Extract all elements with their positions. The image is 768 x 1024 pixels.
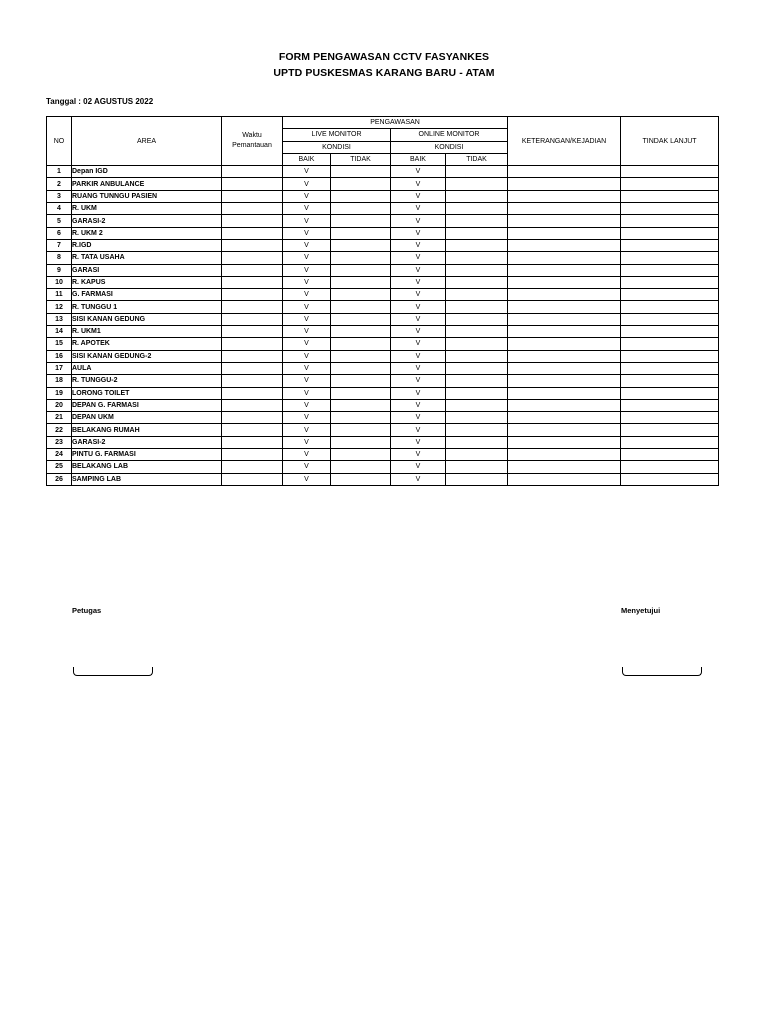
- row-live-baik: V: [283, 338, 331, 350]
- row-tindak-lanjut: [621, 276, 719, 288]
- table-row: [47, 412, 719, 424]
- monitoring-table: [46, 116, 719, 486]
- menyetujui-signature-line: [622, 667, 702, 676]
- row-online-baik: V: [391, 412, 446, 424]
- table-row: [47, 461, 719, 473]
- row-keterangan: [508, 449, 621, 461]
- row-online-baik: V: [391, 387, 446, 399]
- row-keterangan: [508, 178, 621, 190]
- row-keterangan: [508, 399, 621, 411]
- row-number: 9: [47, 264, 72, 276]
- row-number: 10: [47, 276, 72, 288]
- row-area: G. FARMASI: [72, 289, 222, 301]
- row-online-baik: V: [391, 424, 446, 436]
- row-online-tidak: [446, 252, 508, 264]
- row-online-tidak: [446, 313, 508, 325]
- table-row: [47, 338, 719, 350]
- row-keterangan: [508, 412, 621, 424]
- row-area: R. KAPUS: [72, 276, 222, 288]
- table-row: [47, 289, 719, 301]
- row-online-tidak: [446, 289, 508, 301]
- row-area: SAMPING LAB: [72, 473, 222, 485]
- row-area: R. TUNGGU-2: [72, 375, 222, 387]
- row-live-tidak: [331, 166, 391, 178]
- row-keterangan: [508, 326, 621, 338]
- row-online-baik: V: [391, 252, 446, 264]
- row-number: 21: [47, 412, 72, 424]
- row-number: 13: [47, 313, 72, 325]
- row-waktu: [222, 227, 283, 239]
- row-keterangan: [508, 461, 621, 473]
- table-row: [47, 399, 719, 411]
- row-keterangan: [508, 264, 621, 276]
- row-waktu: [222, 264, 283, 276]
- row-waktu: [222, 424, 283, 436]
- row-number: 18: [47, 375, 72, 387]
- row-online-baik: V: [391, 375, 446, 387]
- row-area: R.IGD: [72, 239, 222, 251]
- header-waktu: Waktu Pemantauan: [222, 117, 283, 166]
- table-row: [47, 313, 719, 325]
- row-waktu: [222, 436, 283, 448]
- row-area: Depan IGD: [72, 166, 222, 178]
- row-waktu: [222, 461, 283, 473]
- row-online-tidak: [446, 190, 508, 202]
- row-tindak-lanjut: [621, 326, 719, 338]
- table-row: [47, 178, 719, 190]
- row-area: RUANG TUNNGU PASIEN: [72, 190, 222, 202]
- row-area: GARASI: [72, 264, 222, 276]
- row-waktu: [222, 289, 283, 301]
- row-online-tidak: [446, 166, 508, 178]
- row-live-baik: V: [283, 350, 331, 362]
- row-online-tidak: [446, 301, 508, 313]
- form-subtitle: UPTD PUSKESMAS KARANG BARU - ATAM: [273, 67, 495, 79]
- row-live-baik: V: [283, 190, 331, 202]
- row-live-baik: V: [283, 387, 331, 399]
- row-online-tidak: [446, 473, 508, 485]
- row-online-tidak: [446, 449, 508, 461]
- row-live-tidak: [331, 190, 391, 202]
- row-number: 11: [47, 289, 72, 301]
- row-online-baik: V: [391, 178, 446, 190]
- row-live-tidak: [331, 203, 391, 215]
- table-row: [47, 252, 719, 264]
- row-tindak-lanjut: [621, 252, 719, 264]
- row-keterangan: [508, 252, 621, 264]
- row-online-baik: V: [391, 264, 446, 276]
- row-online-tidak: [446, 326, 508, 338]
- row-area: SISI KANAN GEDUNG: [72, 313, 222, 325]
- row-live-baik: V: [283, 178, 331, 190]
- row-waktu: [222, 178, 283, 190]
- row-keterangan: [508, 289, 621, 301]
- row-live-tidak: [331, 412, 391, 424]
- row-tindak-lanjut: [621, 301, 719, 313]
- row-live-baik: V: [283, 424, 331, 436]
- row-keterangan: [508, 166, 621, 178]
- header-live-monitor: LIVE MONITOR: [283, 129, 391, 141]
- row-number: 6: [47, 227, 72, 239]
- row-online-tidak: [446, 362, 508, 374]
- row-waktu: [222, 375, 283, 387]
- row-number: 22: [47, 424, 72, 436]
- row-area: AULA: [72, 362, 222, 374]
- row-keterangan: [508, 227, 621, 239]
- petugas-signature-line: [73, 667, 153, 676]
- row-live-tidak: [331, 301, 391, 313]
- row-keterangan: [508, 436, 621, 448]
- row-tindak-lanjut: [621, 399, 719, 411]
- row-number: 24: [47, 449, 72, 461]
- row-live-tidak: [331, 313, 391, 325]
- row-number: 15: [47, 338, 72, 350]
- row-tindak-lanjut: [621, 215, 719, 227]
- row-live-baik: V: [283, 461, 331, 473]
- table-row: [47, 326, 719, 338]
- row-live-baik: V: [283, 313, 331, 325]
- row-keterangan: [508, 301, 621, 313]
- row-tindak-lanjut: [621, 178, 719, 190]
- row-online-baik: V: [391, 436, 446, 448]
- row-area: GARASI-2: [72, 436, 222, 448]
- row-live-baik: V: [283, 252, 331, 264]
- row-live-baik: V: [283, 239, 331, 251]
- row-waktu: [222, 338, 283, 350]
- header-online-monitor: ONLINE MONITOR: [391, 129, 508, 141]
- row-live-tidak: [331, 264, 391, 276]
- row-area: PARKIR ANBULANCE: [72, 178, 222, 190]
- row-tindak-lanjut: [621, 350, 719, 362]
- row-live-tidak: [331, 350, 391, 362]
- row-area: R. UKM: [72, 203, 222, 215]
- row-tindak-lanjut: [621, 375, 719, 387]
- row-number: 7: [47, 239, 72, 251]
- row-online-tidak: [446, 436, 508, 448]
- row-keterangan: [508, 276, 621, 288]
- row-live-baik: V: [283, 436, 331, 448]
- row-tindak-lanjut: [621, 436, 719, 448]
- row-area: BELAKANG LAB: [72, 461, 222, 473]
- row-number: 8: [47, 252, 72, 264]
- row-tindak-lanjut: [621, 362, 719, 374]
- header-pengawasan: PENGAWASAN: [283, 117, 508, 129]
- row-online-baik: V: [391, 461, 446, 473]
- row-online-tidak: [446, 215, 508, 227]
- row-tindak-lanjut: [621, 387, 719, 399]
- row-waktu: [222, 166, 283, 178]
- row-number: 19: [47, 387, 72, 399]
- row-tindak-lanjut: [621, 203, 719, 215]
- row-keterangan: [508, 350, 621, 362]
- row-number: 5: [47, 215, 72, 227]
- row-area: BELAKANG RUMAH: [72, 424, 222, 436]
- row-live-baik: V: [283, 264, 331, 276]
- row-online-baik: V: [391, 239, 446, 251]
- row-live-baik: V: [283, 412, 331, 424]
- table-row: [47, 473, 719, 485]
- row-online-baik: V: [391, 301, 446, 313]
- table-row: [47, 215, 719, 227]
- header-live-tidak: TIDAK: [331, 153, 391, 165]
- row-keterangan: [508, 203, 621, 215]
- row-tindak-lanjut: [621, 264, 719, 276]
- form-date: Tanggal : 02 AGUSTUS 2022: [46, 97, 154, 106]
- row-live-tidak: [331, 461, 391, 473]
- row-online-baik: V: [391, 215, 446, 227]
- row-area: R. TUNGGU 1: [72, 301, 222, 313]
- row-area: SISI KANAN GEDUNG-2: [72, 350, 222, 362]
- row-tindak-lanjut: [621, 166, 719, 178]
- row-live-baik: V: [283, 301, 331, 313]
- table-row: [47, 350, 719, 362]
- row-area: R. APOTEK: [72, 338, 222, 350]
- petugas-label: Petugas: [72, 606, 102, 615]
- row-live-tidak: [331, 449, 391, 461]
- row-online-baik: V: [391, 338, 446, 350]
- row-waktu: [222, 252, 283, 264]
- table-row: [47, 449, 719, 461]
- row-number: 2: [47, 178, 72, 190]
- row-online-baik: V: [391, 276, 446, 288]
- row-online-baik: V: [391, 227, 446, 239]
- row-online-tidak: [446, 412, 508, 424]
- row-live-tidak: [331, 289, 391, 301]
- row-waktu: [222, 362, 283, 374]
- row-live-baik: V: [283, 227, 331, 239]
- row-online-tidak: [446, 375, 508, 387]
- row-number: 17: [47, 362, 72, 374]
- row-tindak-lanjut: [621, 190, 719, 202]
- row-online-baik: V: [391, 166, 446, 178]
- row-live-baik: V: [283, 289, 331, 301]
- table-row: [47, 375, 719, 387]
- row-online-baik: V: [391, 289, 446, 301]
- row-online-tidak: [446, 461, 508, 473]
- row-keterangan: [508, 338, 621, 350]
- row-online-baik: V: [391, 326, 446, 338]
- row-waktu: [222, 301, 283, 313]
- row-tindak-lanjut: [621, 313, 719, 325]
- row-keterangan: [508, 362, 621, 374]
- row-tindak-lanjut: [621, 424, 719, 436]
- row-live-baik: V: [283, 326, 331, 338]
- menyetujui-label: Menyetujui: [621, 606, 661, 615]
- row-waktu: [222, 313, 283, 325]
- row-waktu: [222, 387, 283, 399]
- row-waktu: [222, 203, 283, 215]
- row-keterangan: [508, 190, 621, 202]
- row-online-baik: V: [391, 399, 446, 411]
- row-area: PINTU G. FARMASI: [72, 449, 222, 461]
- row-live-tidak: [331, 252, 391, 264]
- row-keterangan: [508, 313, 621, 325]
- row-online-baik: V: [391, 473, 446, 485]
- row-live-tidak: [331, 227, 391, 239]
- row-number: 16: [47, 350, 72, 362]
- row-live-baik: V: [283, 473, 331, 485]
- row-number: 25: [47, 461, 72, 473]
- row-waktu: [222, 190, 283, 202]
- row-waktu: [222, 276, 283, 288]
- row-live-baik: V: [283, 399, 331, 411]
- row-live-tidak: [331, 326, 391, 338]
- row-live-baik: V: [283, 215, 331, 227]
- row-online-tidak: [446, 338, 508, 350]
- row-area: GARASI-2: [72, 215, 222, 227]
- row-online-baik: V: [391, 203, 446, 215]
- row-online-baik: V: [391, 190, 446, 202]
- table-row: [47, 239, 719, 251]
- row-live-tidak: [331, 399, 391, 411]
- row-tindak-lanjut: [621, 473, 719, 485]
- header-no: NO: [47, 117, 72, 166]
- row-live-tidak: [331, 239, 391, 251]
- row-tindak-lanjut: [621, 239, 719, 251]
- table-row: [47, 227, 719, 239]
- row-live-tidak: [331, 338, 391, 350]
- row-area: LORONG TOILET: [72, 387, 222, 399]
- table-row: [47, 387, 719, 399]
- row-online-tidak: [446, 203, 508, 215]
- row-online-tidak: [446, 227, 508, 239]
- row-live-baik: V: [283, 203, 331, 215]
- row-waktu: [222, 215, 283, 227]
- row-live-baik: V: [283, 449, 331, 461]
- row-number: 20: [47, 399, 72, 411]
- row-area: DEPAN UKM: [72, 412, 222, 424]
- row-live-tidak: [331, 473, 391, 485]
- table-row: [47, 203, 719, 215]
- row-online-baik: V: [391, 313, 446, 325]
- header-online-kondisi: KONDISI: [391, 141, 508, 153]
- row-area: R. TATA USAHA: [72, 252, 222, 264]
- header-online-baik: BAIK: [391, 153, 446, 165]
- row-number: 4: [47, 203, 72, 215]
- row-online-tidak: [446, 264, 508, 276]
- row-number: 1: [47, 166, 72, 178]
- row-live-tidak: [331, 362, 391, 374]
- row-live-baik: V: [283, 166, 331, 178]
- table-row: [47, 166, 719, 178]
- row-area: R. UKM1: [72, 326, 222, 338]
- row-area: DEPAN G. FARMASI: [72, 399, 222, 411]
- row-waktu: [222, 239, 283, 251]
- row-number: 3: [47, 190, 72, 202]
- row-online-tidak: [446, 239, 508, 251]
- row-area: R. UKM 2: [72, 227, 222, 239]
- row-online-tidak: [446, 350, 508, 362]
- row-online-tidak: [446, 178, 508, 190]
- row-waktu: [222, 473, 283, 485]
- row-live-baik: V: [283, 362, 331, 374]
- table-row: [47, 276, 719, 288]
- row-live-baik: V: [283, 276, 331, 288]
- row-live-tidak: [331, 424, 391, 436]
- row-online-tidak: [446, 399, 508, 411]
- row-number: 26: [47, 473, 72, 485]
- header-live-baik: BAIK: [283, 153, 331, 165]
- header-online-tidak: TIDAK: [446, 153, 508, 165]
- row-tindak-lanjut: [621, 289, 719, 301]
- row-live-tidak: [331, 375, 391, 387]
- table-row: [47, 362, 719, 374]
- row-live-tidak: [331, 215, 391, 227]
- table-row: [47, 264, 719, 276]
- row-keterangan: [508, 424, 621, 436]
- row-online-tidak: [446, 276, 508, 288]
- row-waktu: [222, 350, 283, 362]
- row-waktu: [222, 399, 283, 411]
- row-number: 14: [47, 326, 72, 338]
- row-waktu: [222, 449, 283, 461]
- row-online-tidak: [446, 424, 508, 436]
- row-online-baik: V: [391, 362, 446, 374]
- row-online-baik: V: [391, 350, 446, 362]
- header-area: AREA: [72, 117, 222, 166]
- table-row: [47, 190, 719, 202]
- row-tindak-lanjut: [621, 412, 719, 424]
- row-live-tidak: [331, 178, 391, 190]
- row-tindak-lanjut: [621, 227, 719, 239]
- row-tindak-lanjut: [621, 449, 719, 461]
- row-keterangan: [508, 387, 621, 399]
- form-title: FORM PENGAWASAN CCTV FASYANKES: [278, 51, 490, 63]
- row-waktu: [222, 412, 283, 424]
- row-live-baik: V: [283, 375, 331, 387]
- row-online-tidak: [446, 387, 508, 399]
- row-tindak-lanjut: [621, 461, 719, 473]
- row-keterangan: [508, 473, 621, 485]
- table-row: [47, 424, 719, 436]
- row-keterangan: [508, 375, 621, 387]
- row-number: 12: [47, 301, 72, 313]
- row-live-tidak: [331, 436, 391, 448]
- row-tindak-lanjut: [621, 338, 719, 350]
- header-keterangan: KETERANGAN/KEJADIAN: [508, 117, 621, 166]
- header-live-kondisi: KONDISI: [283, 141, 391, 153]
- row-waktu: [222, 326, 283, 338]
- row-number: 23: [47, 436, 72, 448]
- row-live-tidak: [331, 276, 391, 288]
- header-tindak-lanjut: TINDAK LANJUT: [621, 117, 719, 166]
- row-online-baik: V: [391, 449, 446, 461]
- row-keterangan: [508, 239, 621, 251]
- table-row: [47, 301, 719, 313]
- table-row: [47, 436, 719, 448]
- row-keterangan: [508, 215, 621, 227]
- row-live-tidak: [331, 387, 391, 399]
